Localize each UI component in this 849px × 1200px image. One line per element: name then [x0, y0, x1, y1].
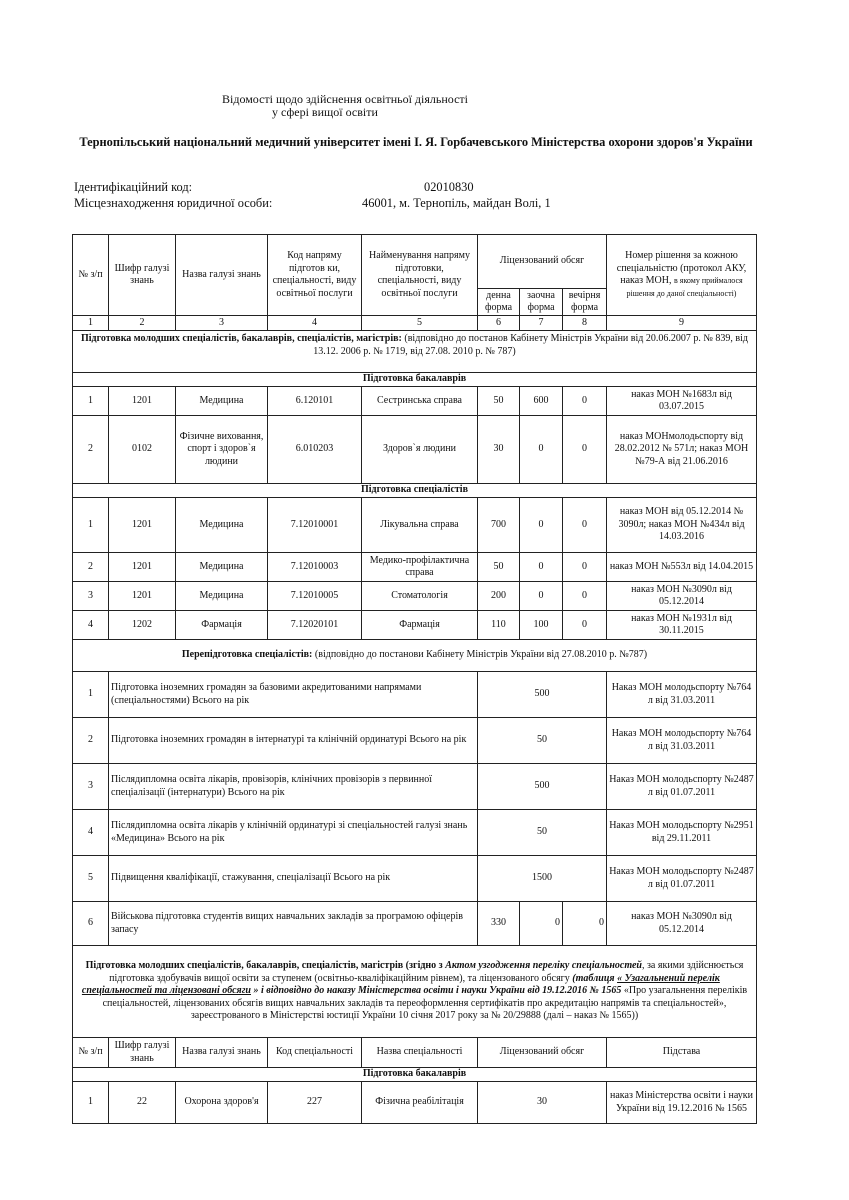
cell-decision: наказ МОН №3090л від 05.12.2014 [607, 902, 757, 946]
cell-basis: наказ Міністерства освіти і науки України від 19.12.2016 № 1565 [607, 1082, 757, 1124]
cell-code: 7.12010001 [268, 498, 362, 553]
cell-decision: Наказ МОН молодьспорту №764 л від 31.03.2011 [607, 718, 757, 764]
cell-name: Сестринська справа [362, 387, 478, 416]
cell-volume: 30 [478, 1082, 607, 1124]
header-day-form: денна форма [478, 289, 520, 316]
cell-extramural: 0 [520, 902, 563, 946]
cell-num: 3 [73, 764, 109, 810]
retraining-section-heading [73, 640, 757, 672]
cell-code: 7.12010005 [268, 582, 362, 611]
cell-decision: наказ МОН №3090л від 05.12.2014 [607, 582, 757, 611]
table-row [73, 810, 757, 856]
cell-day: 30 [478, 416, 520, 484]
cell-volume: 50 [478, 718, 607, 764]
cell-decision: наказ МОН №553л від 14.04.2015 [607, 553, 757, 582]
section-main-row [73, 331, 757, 373]
cell-field-name: Медицина [176, 498, 268, 553]
cell-day: 200 [478, 582, 520, 611]
cell-evening: 0 [563, 582, 607, 611]
section-main-text: (відповідно до постанов Кабінету Міністрів України від 20.06.2007 р. № 839, від 13.12. 2006 р. № 1719, від 27.08. 2010 р. № 787) [313, 333, 748, 357]
cell-description: Підготовка іноземних громадян за базовими акредитованими напрямами (спеціальностями) Всього на рік [109, 672, 478, 718]
note-table-ref: (таблиця [572, 972, 615, 984]
table2-header-row [73, 1038, 757, 1068]
cell-specialty-name: Фізична реабілітація [362, 1082, 478, 1124]
note-generalized-list: « Узагальнений перелік спеціальностей та ліцензовані обсяги [81, 972, 720, 997]
cell-evening: 0 [563, 611, 607, 640]
cell-field-name: Фармація [176, 611, 268, 640]
cell-day: 50 [478, 553, 520, 582]
cell-field-name: Охорона здоров'я [176, 1082, 268, 1124]
table-row [73, 387, 757, 416]
cell-field-code: 1201 [109, 498, 176, 553]
table-row [73, 856, 757, 902]
cell-num: 1 [73, 1082, 109, 1124]
cell-decision: наказ МОН №1931л від 30.11.2015 [607, 611, 757, 640]
cell-extramural: 600 [520, 387, 563, 416]
col-number: 4 [268, 316, 362, 331]
t2-header-field-name: Назва галузі знань [176, 1038, 268, 1068]
note-text-2: «Про узагальнення переліків спеціальностей, ліцензованих обсягів вищих навчальних закладів та переоформлення сертифікатів про акредитацію напрямів та спеціальностей», зареєстрованого в Міністерстві юстиції України 10 січня 2017 року за № 20/29888 (далі – наказ № 1565)) [102, 985, 748, 1022]
cell-extramural: 0 [520, 582, 563, 611]
header-extramural-form: заочна форма [520, 289, 563, 316]
cell-num: 2 [73, 416, 109, 484]
cell-field-name: Медицина [176, 387, 268, 416]
cell-num: 2 [73, 718, 109, 764]
table-row [73, 582, 757, 611]
legal-note [73, 946, 757, 1038]
cell-volume: 500 [478, 764, 607, 810]
t2-bachelors-section-row [73, 1068, 757, 1082]
cell-code: 6.010203 [268, 416, 362, 484]
header-direction-name: Найменування напряму підготовки, спеціальності, виду освітньої послуги [362, 235, 478, 316]
bachelors-section-title: Підготовка бакалаврів [73, 373, 757, 387]
table-row [73, 718, 757, 764]
col-number: 2 [109, 316, 176, 331]
cell-num: 6 [73, 902, 109, 946]
header-decision-small: в якому приймалося рішення до даної спеціальності) [626, 276, 743, 298]
header-evening-form: вечірня форма [563, 289, 607, 316]
cell-decision: Наказ МОН молодьспорту №2487 л від 01.07.2011 [607, 764, 757, 810]
header-direction-code: Код напряму підготов ки, спеціальності, виду освітньої послуги [268, 235, 362, 316]
cell-name: Медико-профілактична справа [362, 553, 478, 582]
t2-bachelors-section-title: Підготовка бакалаврів [73, 1068, 757, 1082]
cell-decision: Наказ МОН молодьспорту №2487 л від 01.07.2011 [607, 856, 757, 902]
section-main-bold: Підготовка молодших спеціалістів, бакалаврів, спеціалістів, магістрів: [80, 333, 402, 344]
col-number: 9 [607, 316, 757, 331]
note-row [73, 946, 757, 1038]
location-label: Місцезнаходження юридичної особи: [74, 196, 273, 210]
cell-evening: 0 [563, 553, 607, 582]
note-act: Актом узгодження переліку спеціальностей [445, 960, 642, 972]
note-text-1: , за якими здійснюється підготовка здобувачів вищої освіти за ступенем (освітньо-кваліфікаційним рівнем), та ліцензованого обсягу [109, 960, 744, 984]
cell-field-code: 0102 [109, 416, 176, 484]
cell-field-code: 1201 [109, 582, 176, 611]
retraining-bold: Перепідготовка спеціалістів: [181, 649, 313, 661]
cell-code: 6.120101 [268, 387, 362, 416]
col-number: 6 [478, 316, 520, 331]
cell-description: Післядипломна освіта лікарів, провізорів, клінічних провізорів з первинної спеціалізації (інтернатури) Всього на рік [109, 764, 478, 810]
t2-header-num: № з/п [73, 1038, 109, 1068]
location-row [74, 196, 551, 211]
t2-header-basis: Підстава [607, 1038, 757, 1068]
cell-decision: наказ МОН №1683л від 03.07.2015 [607, 387, 757, 416]
id-code-row [74, 180, 474, 195]
table-row [73, 553, 757, 582]
id-code-value: 02010830 [424, 180, 474, 194]
cell-field-code: 1201 [109, 387, 176, 416]
cell-field-code: 1202 [109, 611, 176, 640]
cell-field-name: Медицина [176, 582, 268, 611]
col-number: 5 [362, 316, 478, 331]
cell-num: 1 [73, 387, 109, 416]
note-order-ref: » і відповідно до наказу Міністерства освіти і науки України від 19.12.2016 № 1565 [250, 985, 622, 997]
column-numbers-row [73, 316, 757, 331]
cell-name: Здоров`я людини [362, 416, 478, 484]
cell-name: Фармація [362, 611, 478, 640]
cell-day: 330 [478, 902, 520, 946]
cell-description: Підвищення кваліфікації, стажування, спеціалізації Всього на рік [109, 856, 478, 902]
cell-evening: 0 [563, 387, 607, 416]
cell-extramural: 0 [520, 553, 563, 582]
table-row [73, 416, 757, 484]
cell-day: 110 [478, 611, 520, 640]
cell-num: 1 [73, 498, 109, 553]
table-row [73, 611, 757, 640]
licensing-table [72, 234, 757, 1124]
cell-field-code: 1201 [109, 553, 176, 582]
cell-extramural: 0 [520, 498, 563, 553]
cell-extramural: 100 [520, 611, 563, 640]
cell-decision: Наказ МОН молодьспорту №764 л від 31.03.2011 [607, 672, 757, 718]
header-num: № з/п [73, 235, 109, 316]
title-line-1: Відомості щодо здійснення освітньої діяльності [222, 92, 468, 106]
cell-description: Післядипломна освіта лікарів у клінічній ординатурі зі спеціальностей галузі знань «Медицина» Всього на рік [109, 810, 478, 856]
table-row [73, 902, 757, 946]
organization-name: Тернопільський національний медичний університет імені І. Я. Горбачевського Міністерства охорони здоров'я України [79, 135, 753, 149]
cell-code: 7.12010003 [268, 553, 362, 582]
cell-num: 4 [73, 611, 109, 640]
title-line-2: у сфері вищої освіти [272, 105, 378, 119]
table-row [73, 672, 757, 718]
cell-field-name: Медицина [176, 553, 268, 582]
cell-decision: наказ МОН від 05.12.2014 № 3090л; наказ МОН №434л від 14.03.2016 [607, 498, 757, 553]
note-bold: Підготовка молодших спеціалістів, бакалаврів, спеціалістів, магістрів (згідно з [85, 960, 443, 972]
cell-volume: 1500 [478, 856, 607, 902]
header-row [73, 235, 757, 289]
header-field-name: Назва галузі знань [176, 235, 268, 316]
cell-num: 1 [73, 672, 109, 718]
cell-name: Лікувальна справа [362, 498, 478, 553]
cell-day: 50 [478, 387, 520, 416]
cell-volume: 500 [478, 672, 607, 718]
cell-field-name: Фізичне виховання, спорт і здоров`я людини [176, 416, 268, 484]
cell-num: 4 [73, 810, 109, 856]
table-row [73, 1082, 757, 1124]
header-decision-main: Номер рішення за кожною спеціальністю (протокол АКУ, наказ МОН, [616, 250, 747, 286]
cell-field-code: 22 [109, 1082, 176, 1124]
id-code-label: Ідентифікаційний код: [74, 180, 193, 194]
cell-volume: 50 [478, 810, 607, 856]
t2-header-specialty-name: Назва спеціальності [362, 1038, 478, 1068]
cell-evening: 0 [563, 416, 607, 484]
header-licensed-volume: Ліцензований обсяг [478, 235, 607, 289]
cell-evening: 0 [563, 498, 607, 553]
retraining-text: (відповідно до постанови Кабінету Міністрів України від 27.08.2010 р. №787) [314, 649, 648, 661]
table-row [73, 498, 757, 553]
specialists-section-row [73, 484, 757, 498]
retraining-section-row [73, 640, 757, 672]
t2-header-specialty-code: Код спеціальності [268, 1038, 362, 1068]
t2-header-licensed-volume: Ліцензований обсяг [478, 1038, 607, 1068]
cell-decision: наказ МОНмолодьспорту від 28.02.2012 № 571л; наказ МОН №79-А від 21.06.2016 [607, 416, 757, 484]
cell-num: 3 [73, 582, 109, 611]
col-number: 7 [520, 316, 563, 331]
header-decision [607, 235, 757, 316]
cell-extramural: 0 [520, 416, 563, 484]
cell-evening: 0 [563, 902, 607, 946]
header-field-code: Шифр галузі знань [109, 235, 176, 316]
bachelors-section-row [73, 373, 757, 387]
t2-header-field-code: Шифр галузі знань [109, 1038, 176, 1068]
table-row [73, 764, 757, 810]
col-number: 1 [73, 316, 109, 331]
cell-name: Стоматологія [362, 582, 478, 611]
document-title [222, 93, 468, 119]
cell-description: Військова підготовка студентів вищих навчальних закладів за програмою офіцерів запасу [109, 902, 478, 946]
cell-num: 2 [73, 553, 109, 582]
cell-num: 5 [73, 856, 109, 902]
specialists-section-title: Підготовка спеціалістів [73, 484, 757, 498]
location-value: 46001, м. Тернопіль, майдан Волі, 1 [362, 196, 551, 210]
cell-day: 700 [478, 498, 520, 553]
cell-code: 7.12020101 [268, 611, 362, 640]
col-number: 3 [176, 316, 268, 331]
cell-decision: Наказ МОН молодьспорту №2951 від 29.11.2011 [607, 810, 757, 856]
cell-description: Підготовка іноземних громадян в інтернатурі та клінічній ординатурі Всього на рік [109, 718, 478, 764]
col-number: 8 [563, 316, 607, 331]
cell-specialty-code: 227 [268, 1082, 362, 1124]
section-main-heading [73, 331, 757, 373]
